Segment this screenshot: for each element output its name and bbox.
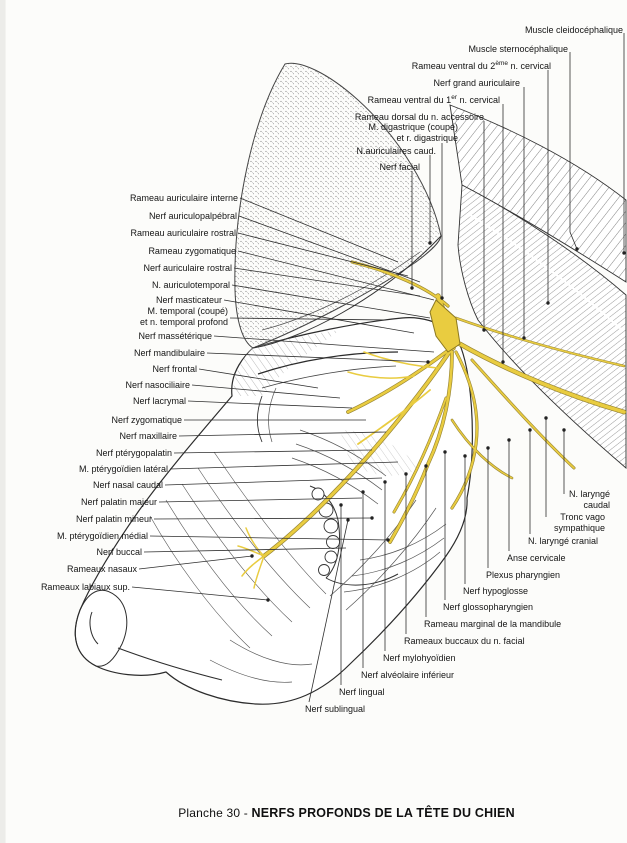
ear [235,63,441,348]
plate-title: NERFS PROFONDS DE LA TÊTE DU CHIEN [251,806,515,820]
figure-label: M. temporal (coupé) et n. temporal profond [139,306,228,327]
figure-label: Nerf zygomatique [111,415,182,425]
figure-label: Nerf lingual [339,687,385,697]
figure-label: N. laryngé caudal [568,489,610,510]
figure-label: N.auriculaires caud. [356,146,436,156]
figure-label: Rameau dorsal du n. accessoire [354,112,484,122]
figure-label: Nerf alvéolaire inférieur [361,670,455,680]
figure-label: Nerf grand auriculaire [433,78,520,88]
figure-label: Nerf masticateur [155,295,222,305]
figure-label: Nerf sublingual [305,704,366,714]
figure-label: Nerf facial [379,162,420,172]
figure-label: Nerf buccal [96,547,142,557]
figure-label: N. laryngé cranial [528,536,599,546]
figure-label: M. ptérygoïdien médial [56,531,148,541]
figure-label: Nerf palatin majeur [80,497,157,507]
figure-label: Nerf nasal caudal [92,480,163,490]
figure-label: Rameau ventral du 2ème n. cervical [411,60,551,71]
figure-label: Rameau zygomatique [148,246,236,256]
figure-label: Plexus pharyngien [486,570,561,580]
figure-label: Rameaux labiaux sup. [40,582,130,592]
figure-label: Rameaux buccaux du n. facial [404,636,525,646]
figure-label: Nerf auriculopalpébral [148,211,237,221]
figure-label: Nerf ptérygopalatin [95,448,172,458]
figure-label: Rameaux nasaux [66,564,137,574]
figure-label: N. auriculotemporal [151,280,230,290]
figure-label: M. ptérygoïdien latéral [78,464,168,474]
figure-label: Nerf palatin mineur [75,514,152,524]
figure-label: Nerf massétérique [138,331,212,341]
figure-label: Rameau auriculaire rostral [130,228,236,238]
plate-caption [0,806,627,820]
figure-label: M. digastrique (coupé) et r. digastrique [368,122,458,143]
figure-label: Rameau marginal de la mandibule [424,619,562,629]
figure-label: Nerf mylohyoïdien [383,653,456,663]
figure-label: Nerf mandibulaire [133,348,205,358]
figure-label: Rameau ventral du 1er n. cervical [367,94,500,105]
figure-label: Anse cervicale [507,553,566,563]
figure-label: Nerf frontal [152,364,197,374]
figure-label: Nerf hypoglosse [463,586,529,596]
figure-label: Tronc vago sympathique [553,512,605,533]
figure-label: Nerf glossopharyngien [443,602,534,612]
figure-label: Nerf lacrymal [132,396,186,406]
figure-label: Nerf maxillaire [119,431,177,441]
figure-label: Muscle cleidocéphalique [524,25,623,35]
figure-label: Rameau auriculaire interne [129,193,238,203]
figure-label: Nerf nasociliaire [125,380,190,390]
plate-number: Planche 30 - [178,806,252,820]
figure-label: Nerf auriculaire rostral [143,263,232,273]
figure-label: Muscle sternocéphalique [468,44,568,54]
